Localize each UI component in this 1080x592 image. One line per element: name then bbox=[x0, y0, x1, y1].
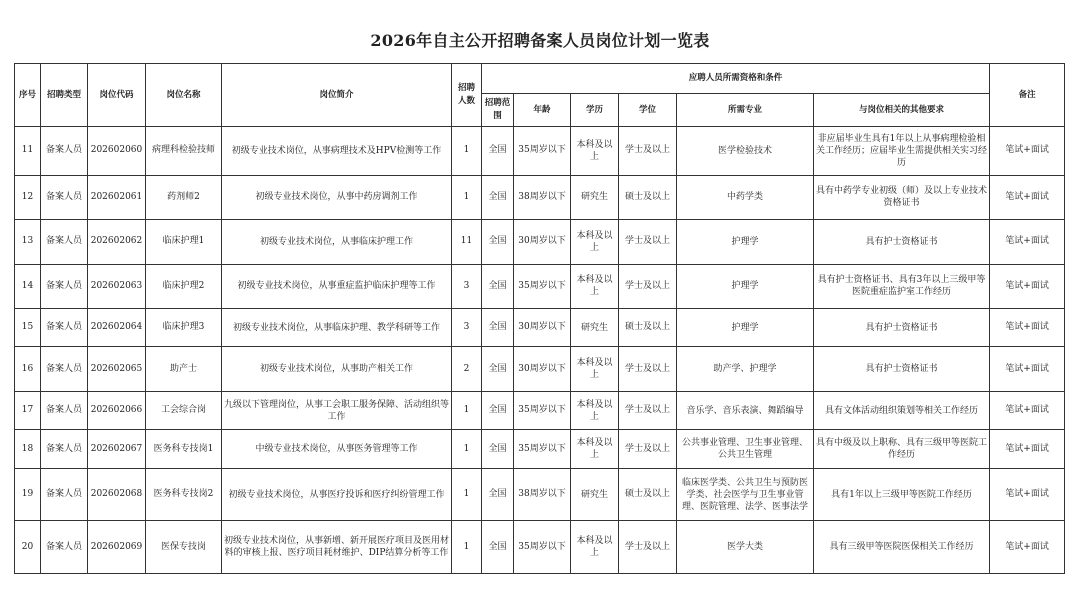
cell-degree: 学士及以上 bbox=[619, 521, 677, 574]
table-row bbox=[15, 391, 1065, 429]
cell-note: 笔试+面试 bbox=[990, 347, 1065, 391]
cell-type: 备案人员 bbox=[41, 220, 88, 264]
cell-count: 1 bbox=[452, 391, 482, 429]
cell-other: 非应届毕业生具有1年以上从事病理检验相关工作经历；应届毕业生需提供相关实习经历 bbox=[814, 127, 990, 176]
cell-name: 临床护理3 bbox=[146, 308, 222, 346]
cell-note: 笔试+面试 bbox=[990, 468, 1065, 521]
cell-major: 音乐学、音乐表演、舞蹈编导 bbox=[677, 391, 814, 429]
cell-note: 笔试+面试 bbox=[990, 308, 1065, 346]
cell-other: 具有文体活动组织策划等相关工作经历 bbox=[814, 391, 990, 429]
cell-seq: 12 bbox=[15, 175, 41, 219]
cell-code: 202602060 bbox=[88, 127, 146, 176]
cell-edu: 本科及以上 bbox=[571, 521, 619, 574]
header-other: 与岗位相关的其他要求 bbox=[814, 94, 990, 127]
cell-scope: 全国 bbox=[482, 391, 514, 429]
cell-scope: 全国 bbox=[482, 264, 514, 308]
cell-edu: 本科及以上 bbox=[571, 391, 619, 429]
cell-edu: 本科及以上 bbox=[571, 264, 619, 308]
cell-degree: 学士及以上 bbox=[619, 220, 677, 264]
cell-count: 3 bbox=[452, 308, 482, 346]
cell-code: 202602061 bbox=[88, 175, 146, 219]
cell-name: 临床护理2 bbox=[146, 264, 222, 308]
cell-desc: 初级专业技术岗位，从事助产相关工作 bbox=[222, 347, 452, 391]
cell-seq: 16 bbox=[15, 347, 41, 391]
cell-name: 药剂师2 bbox=[146, 175, 222, 219]
cell-count: 1 bbox=[452, 127, 482, 176]
cell-code: 202602068 bbox=[88, 468, 146, 521]
cell-other: 具有护士资格证书 bbox=[814, 220, 990, 264]
header-note: 备注 bbox=[990, 64, 1065, 127]
cell-count: 11 bbox=[452, 220, 482, 264]
cell-major: 中药学类 bbox=[677, 175, 814, 219]
header-major: 所需专业 bbox=[677, 94, 814, 127]
header-qualifications: 应聘人员所需资格和条件 bbox=[482, 64, 990, 94]
cell-note: 笔试+面试 bbox=[990, 175, 1065, 219]
cell-scope: 全国 bbox=[482, 175, 514, 219]
cell-major: 护理学 bbox=[677, 220, 814, 264]
table-row bbox=[15, 308, 1065, 346]
table-row bbox=[15, 468, 1065, 521]
cell-scope: 全国 bbox=[482, 308, 514, 346]
table-row bbox=[15, 127, 1065, 176]
cell-age: 38周岁以下 bbox=[514, 175, 571, 219]
cell-seq: 13 bbox=[15, 220, 41, 264]
header-code: 岗位代码 bbox=[88, 64, 146, 127]
recruitment-table bbox=[14, 63, 1065, 574]
cell-desc: 初级专业技术岗位，从事重症监护临床护理等工作 bbox=[222, 264, 452, 308]
cell-edu: 本科及以上 bbox=[571, 347, 619, 391]
cell-other: 具有1年以上三级甲等医院工作经历 bbox=[814, 468, 990, 521]
table-row bbox=[15, 220, 1065, 264]
cell-age: 35周岁以下 bbox=[514, 430, 571, 468]
header-scope: 招聘范围 bbox=[482, 94, 514, 127]
cell-type: 备案人员 bbox=[41, 264, 88, 308]
cell-age: 35周岁以下 bbox=[514, 127, 571, 176]
cell-count: 3 bbox=[452, 264, 482, 308]
header-age: 年龄 bbox=[514, 94, 571, 127]
cell-count: 2 bbox=[452, 347, 482, 391]
table-row bbox=[15, 430, 1065, 468]
cell-other: 具有护士资格证书、具有3年以上三级甲等医院重症监护室工作经历 bbox=[814, 264, 990, 308]
cell-major: 临床医学类、公共卫生与预防医学类、社会医学与卫生事业管理、医院管理、法学、医事法学 bbox=[677, 468, 814, 521]
cell-type: 备案人员 bbox=[41, 391, 88, 429]
cell-edu: 研究生 bbox=[571, 175, 619, 219]
cell-scope: 全国 bbox=[482, 521, 514, 574]
cell-seq: 14 bbox=[15, 264, 41, 308]
cell-type: 备案人员 bbox=[41, 127, 88, 176]
cell-desc: 初级专业技术岗位，从事医疗投诉和医疗纠纷管理工作 bbox=[222, 468, 452, 521]
cell-major: 医学大类 bbox=[677, 521, 814, 574]
cell-note: 笔试+面试 bbox=[990, 220, 1065, 264]
cell-name: 病理科检验技师 bbox=[146, 127, 222, 176]
cell-edu: 本科及以上 bbox=[571, 430, 619, 468]
cell-seq: 20 bbox=[15, 521, 41, 574]
cell-age: 30周岁以下 bbox=[514, 220, 571, 264]
table-row bbox=[15, 264, 1065, 308]
cell-type: 备案人员 bbox=[41, 175, 88, 219]
cell-scope: 全国 bbox=[482, 430, 514, 468]
cell-degree: 学士及以上 bbox=[619, 264, 677, 308]
cell-type: 备案人员 bbox=[41, 521, 88, 574]
cell-age: 35周岁以下 bbox=[514, 391, 571, 429]
cell-name: 助产士 bbox=[146, 347, 222, 391]
cell-note: 笔试+面试 bbox=[990, 430, 1065, 468]
cell-note: 笔试+面试 bbox=[990, 264, 1065, 308]
cell-desc: 初级专业技术岗位，从事临床护理工作 bbox=[222, 220, 452, 264]
cell-scope: 全国 bbox=[482, 127, 514, 176]
cell-major: 公共事业管理、卫生事业管理、公共卫生管理 bbox=[677, 430, 814, 468]
cell-desc: 初级专业技术岗位，从事病理技术及HPV检测等工作 bbox=[222, 127, 452, 176]
cell-age: 38周岁以下 bbox=[514, 468, 571, 521]
page-title: 2026年自主公开招聘备案人员岗位计划一览表 bbox=[370, 31, 710, 50]
cell-degree: 硕士及以上 bbox=[619, 175, 677, 219]
table-row bbox=[15, 175, 1065, 219]
cell-age: 30周岁以下 bbox=[514, 347, 571, 391]
cell-scope: 全国 bbox=[482, 468, 514, 521]
cell-other: 具有三级甲等医院医保相关工作经历 bbox=[814, 521, 990, 574]
cell-degree: 硕士及以上 bbox=[619, 308, 677, 346]
cell-code: 202602065 bbox=[88, 347, 146, 391]
cell-code: 202602064 bbox=[88, 308, 146, 346]
cell-major: 助产学、护理学 bbox=[677, 347, 814, 391]
cell-desc: 九级以下管理岗位，从事工会职工服务保障、活动组织等工作 bbox=[222, 391, 452, 429]
cell-seq: 11 bbox=[15, 127, 41, 176]
header-desc: 岗位简介 bbox=[222, 64, 452, 127]
cell-edu: 本科及以上 bbox=[571, 127, 619, 176]
cell-other: 具有护士资格证书 bbox=[814, 347, 990, 391]
cell-other: 具有护士资格证书 bbox=[814, 308, 990, 346]
header-seq: 序号 bbox=[15, 64, 41, 127]
cell-type: 备案人员 bbox=[41, 308, 88, 346]
cell-seq: 17 bbox=[15, 391, 41, 429]
cell-name: 医保专技岗 bbox=[146, 521, 222, 574]
cell-edu: 本科及以上 bbox=[571, 220, 619, 264]
cell-scope: 全国 bbox=[482, 220, 514, 264]
cell-desc: 初级专业技术岗位，从事临床护理、教学科研等工作 bbox=[222, 308, 452, 346]
cell-major: 护理学 bbox=[677, 308, 814, 346]
cell-scope: 全国 bbox=[482, 347, 514, 391]
cell-code: 202602063 bbox=[88, 264, 146, 308]
cell-code: 202602062 bbox=[88, 220, 146, 264]
cell-major: 护理学 bbox=[677, 264, 814, 308]
cell-note: 笔试+面试 bbox=[990, 127, 1065, 176]
cell-degree: 学士及以上 bbox=[619, 391, 677, 429]
cell-edu: 研究生 bbox=[571, 308, 619, 346]
cell-degree: 学士及以上 bbox=[619, 347, 677, 391]
cell-major: 医学检验技术 bbox=[677, 127, 814, 176]
header-count: 招聘人数 bbox=[452, 64, 482, 127]
cell-type: 备案人员 bbox=[41, 430, 88, 468]
cell-desc: 初级专业技术岗位，从事中药房调剂工作 bbox=[222, 175, 452, 219]
cell-degree: 硕士及以上 bbox=[619, 468, 677, 521]
cell-count: 1 bbox=[452, 468, 482, 521]
cell-desc: 中级专业技术岗位，从事医务管理等工作 bbox=[222, 430, 452, 468]
cell-name: 医务科专技岗1 bbox=[146, 430, 222, 468]
cell-name: 工会综合岗 bbox=[146, 391, 222, 429]
cell-seq: 15 bbox=[15, 308, 41, 346]
cell-count: 1 bbox=[452, 521, 482, 574]
cell-code: 202602067 bbox=[88, 430, 146, 468]
header-degree: 学位 bbox=[619, 94, 677, 127]
cell-seq: 18 bbox=[15, 430, 41, 468]
cell-age: 30周岁以下 bbox=[514, 308, 571, 346]
cell-name: 医务科专技岗2 bbox=[146, 468, 222, 521]
cell-note: 笔试+面试 bbox=[990, 391, 1065, 429]
cell-code: 202602066 bbox=[88, 391, 146, 429]
cell-other: 具有中药学专业初级（师）及以上专业技术资格证书 bbox=[814, 175, 990, 219]
header-edu: 学历 bbox=[571, 94, 619, 127]
cell-name: 临床护理1 bbox=[146, 220, 222, 264]
cell-type: 备案人员 bbox=[41, 468, 88, 521]
table-row bbox=[15, 521, 1065, 574]
cell-age: 35周岁以下 bbox=[514, 264, 571, 308]
cell-count: 1 bbox=[452, 430, 482, 468]
cell-seq: 19 bbox=[15, 468, 41, 521]
cell-desc: 初级专业技术岗位，从事新增、新开展医疗项目及医用材料的审核上报、医疗项目耗材维护、DIP结算分析等工作 bbox=[222, 521, 452, 574]
cell-code: 202602069 bbox=[88, 521, 146, 574]
cell-count: 1 bbox=[452, 175, 482, 219]
cell-note: 笔试+面试 bbox=[990, 521, 1065, 574]
cell-degree: 学士及以上 bbox=[619, 430, 677, 468]
table-row bbox=[15, 347, 1065, 391]
cell-type: 备案人员 bbox=[41, 347, 88, 391]
header-name: 岗位名称 bbox=[146, 64, 222, 127]
cell-age: 35周岁以下 bbox=[514, 521, 571, 574]
cell-edu: 研究生 bbox=[571, 468, 619, 521]
cell-other: 具有中级及以上职称、具有三级甲等医院工作经历 bbox=[814, 430, 990, 468]
header-type: 招聘类型 bbox=[41, 64, 88, 127]
cell-degree: 学士及以上 bbox=[619, 127, 677, 176]
